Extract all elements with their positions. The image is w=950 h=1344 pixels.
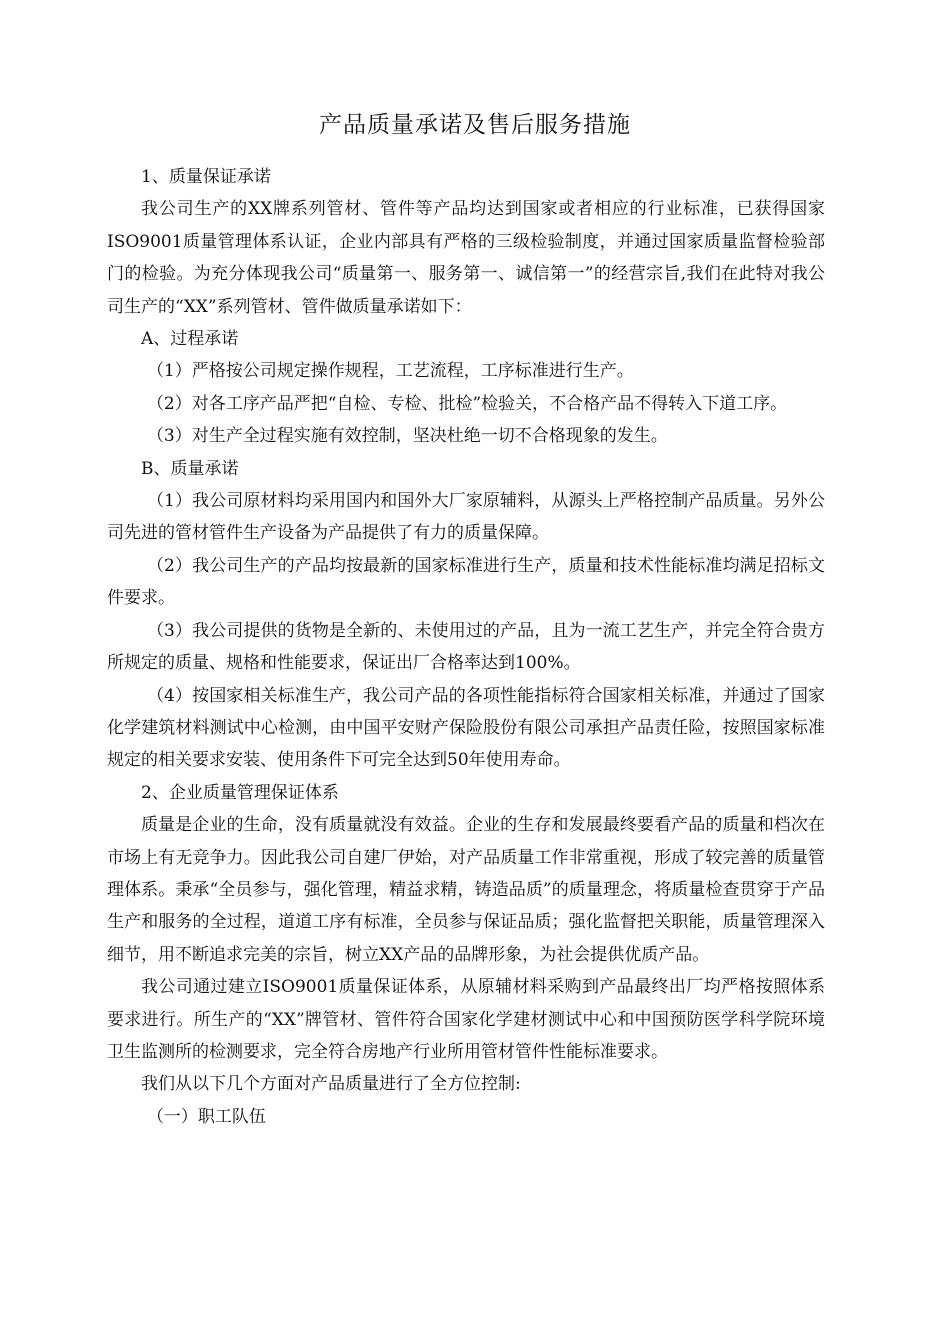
paragraph-process-3: （3）对生产全过程实施有效控制，坚决杜绝一切不合格现象的发生。 [146,426,668,447]
paragraph-management-3: 我们从以下几个方面对产品质量进行了全方位控制: [141,1074,521,1095]
paragraph-quality-3: （3）我公司提供的货物是全新的、未使用过的产品，且为一流工艺生产，并完全符合贵方所规定的质量、规格和性能要求，保证出厂合格率达到100%。 [107,620,825,674]
paragraph-quality-2: （2）我公司生产的产品均按最新的国家标准进行生产，质量和技术性能标准均满足招标文件要求。 [107,555,825,609]
subsection-heading-process: A、过程承诺 [141,329,239,350]
paragraph-management-2: 我公司通过建立ISO9001质量保证体系，从原辅材料采购到产品最终出厂均严格按照体系要求进行。所生产的“XX”牌管材、管件符合国家化学建材测试中心和中国预防医学科学院环境卫生监测所的检测要求，完全符合房地产行业所用管材管件性能标准要求。 [107,977,825,1062]
section-heading-management-system: 2、企业质量管理保证体系 [141,782,339,803]
document-title: 产品质量承诺及售后服务措施 [319,112,631,138]
paragraph-intro: 我公司生产的XX牌系列管材、管件等产品均达到国家或者相应的行业标准，已获得国家ISO9001质量管理体系认证，企业内部具有严格的三级检验制度，并通过国家质量监督检验部门的检验。为充分体现我公司“质量第一、服务第一、诚信第一”的经营宗旨,我们在此特对我公司生产的“XX”系列管材、管件做质量承诺如下： [107,199,825,317]
paragraph-process-1: （1）严格按公司规定操作规程，工艺流程，工序标准进行生产。 [146,361,634,382]
paragraph-process-2: （2）对各工序产品严把“自检、专检、批检”检验关，不合格产品不得转入下道工序。 [146,393,788,414]
paragraph-management-1: 质量是企业的生命，没有质量就没有效益。企业的生存和发展最终要看产品的质量和档次在市场上有无竞争力。因此我公司自建厂伊始，对产品质量工作非常重视，形成了较完善的质量管理体系。秉承“全员参与，强化管理，精益求精，铸造品质”的质量理念，将质量检查贯穿于产品生产和服务的全过程，道道工序有标准，全员参与保证品质；强化监督把关职能，质量管理深入细节，用不断追求完美的宗旨，树立XX产品的品牌形象，为社会提供优质产品。 [107,815,825,965]
paragraph-quality-1: （1）我公司原材料均采用国内和国外大厂家原辅料，从源头上严格控制产品质量。另外公司先进的管材管件生产设备为产品提供了有力的质量保障。 [107,491,825,544]
section-heading-quality-promise: 1、质量保证承诺 [141,167,271,187]
paragraph-quality-4: （4）按国家相关标准生产，我公司产品的各项性能指标符合国家相关标准，并通过了国家化学建筑材料测试中心检测，由中国平安财产保险股份有限公司承担产品责任险，按照国家标准规定的相关要求安装、使用条件下可完全达到50年使用寿命。 [107,685,825,771]
document-body [107,161,825,1133]
subsection-heading-quality: B、质量承诺 [141,458,239,479]
subsection-heading-staff: （一）职工队伍 [146,1106,266,1127]
